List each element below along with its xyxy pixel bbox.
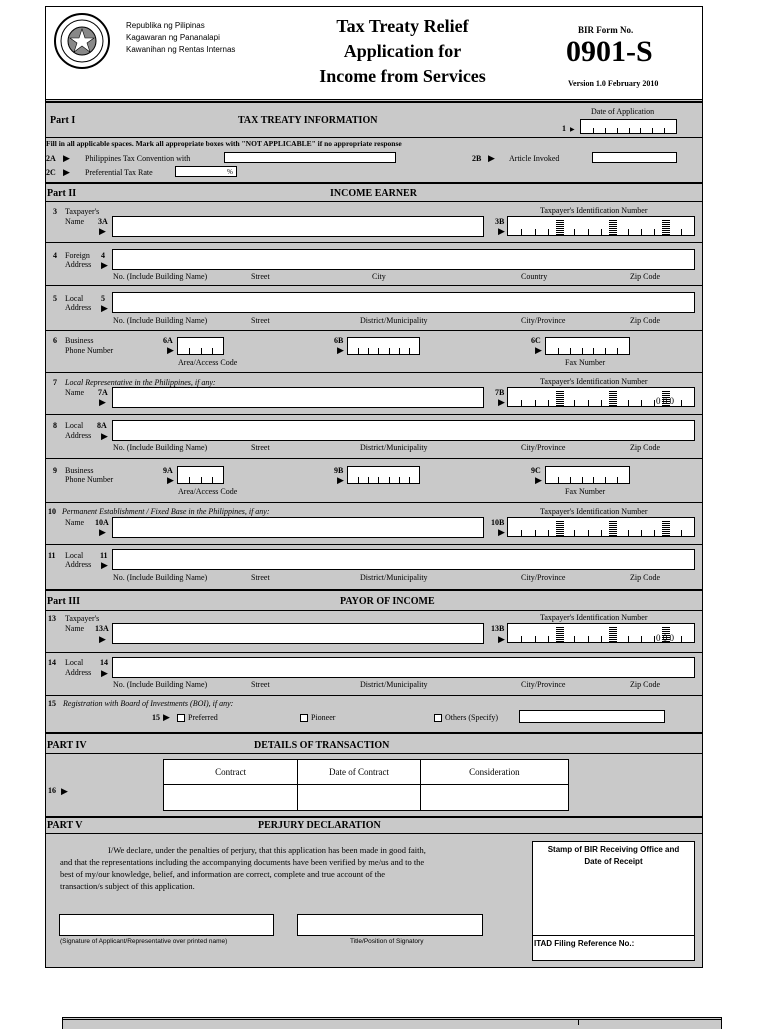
tin-digit-separator: [548, 229, 549, 235]
tin-digit-separator: [521, 400, 522, 406]
arrow-icon: ▶: [99, 397, 106, 407]
item-11-field-label: 11: [100, 551, 108, 560]
arrow-icon: ▶: [101, 668, 108, 678]
caption-district: District/Municipality: [360, 573, 428, 582]
item-3-label: 3: [53, 207, 57, 216]
signatory-title-input[interactable]: [297, 914, 483, 936]
part1-instruction: Fill in all applicable spaces. Mark all appropriate boxes with "NOT APPLICABLE" if no appropriate response: [46, 139, 402, 148]
tin-digit-separator: [609, 219, 617, 235]
others-label: Others (Specify): [445, 713, 499, 722]
item-16-label: 16: [48, 786, 56, 795]
tin-digit-separator: [588, 400, 589, 406]
digit-separator: [189, 477, 190, 483]
caption-no: No. (Include Building Name): [113, 443, 208, 452]
date-digit-separator: [629, 128, 630, 133]
earner-name-input[interactable]: [112, 216, 484, 237]
tin-digit-separator: [654, 636, 655, 642]
digit-separator: [212, 477, 213, 483]
local-label: Local: [65, 421, 84, 430]
permanent-establishment-label: Permanent Establishment / Fixed Base in the Philippines, if any:: [62, 507, 270, 516]
tin-digit-separator: [641, 400, 642, 406]
part2-label: Part II: [47, 188, 77, 199]
tin-digit-separator: [628, 530, 629, 536]
caption-no: No. (Include Building Name): [113, 573, 208, 582]
column-header-date-of-contract: Date of Contract: [298, 760, 420, 785]
item-4-field-label: 4: [101, 251, 105, 260]
form-no-label: BIR Form No.: [578, 25, 634, 35]
next-page-line: [62, 1019, 722, 1020]
arrow-icon: ▶: [498, 226, 505, 236]
arrow-icon: ▶: [535, 475, 542, 485]
itad-reference-label: ITAD Filing Reference No.:: [534, 939, 635, 948]
representative-area-code-input[interactable]: [177, 466, 224, 484]
item-6-label: 6: [53, 336, 57, 345]
arrow-icon: ▶: [163, 712, 170, 722]
taxpayers-label: Taxpayer's: [65, 207, 100, 216]
item-7b-label: 7B: [495, 388, 505, 397]
caption-street: Street: [251, 680, 270, 689]
caption-street: Street: [251, 316, 270, 325]
caption-area-code: Area/Access Code: [178, 358, 238, 367]
representative-name-input[interactable]: [112, 387, 484, 408]
others-specify-input[interactable]: [519, 710, 665, 723]
preferred-checkbox[interactable]: [177, 714, 185, 722]
arrow-icon: ▶: [63, 167, 70, 177]
arrow-icon: ▶: [337, 345, 344, 355]
address-label: Address: [65, 303, 92, 312]
item-10b-label: 10B: [491, 518, 505, 527]
arrow-icon: ▶: [498, 527, 505, 537]
tin-digit-separator: [548, 530, 549, 536]
digit-separator: [582, 348, 583, 354]
tin-digit-separator: [609, 520, 617, 536]
date-digit-separator: [593, 128, 594, 133]
caption-district: District/Municipality: [360, 316, 428, 325]
item-14-label: 14: [48, 658, 56, 667]
tin-digit-separator: [641, 636, 642, 642]
tin-digit-separator: [681, 530, 682, 536]
item-9a-label: 9A: [163, 466, 173, 475]
arrow-icon: ▶: [99, 634, 106, 644]
foreign-address-input[interactable]: [112, 249, 695, 270]
item-7a-label: 7A: [98, 388, 108, 397]
caption-fax: Fax Number: [565, 487, 606, 496]
tin-digit-separator: [641, 530, 642, 536]
tin-digit-separator: [535, 636, 536, 642]
tin-digit-separator: [548, 400, 549, 406]
tin-digit-separator: [521, 229, 522, 235]
digit-separator: [378, 477, 379, 483]
date-digit-separator: [605, 128, 606, 133]
boi-registration-label: Registration with Board of Investments (BOI), if any:: [63, 699, 234, 708]
arrow-icon: ▶: [498, 397, 505, 407]
pioneer-checkbox[interactable]: [300, 714, 308, 722]
item-15-label: 15: [48, 699, 56, 708]
title-line: Income from Services: [319, 66, 486, 86]
item-10a-label: 10A: [95, 518, 109, 527]
item-10-label: 10: [48, 507, 56, 516]
tin-digit-separator: [588, 636, 589, 642]
agency-block: [126, 20, 235, 56]
taxpayers-label: Taxpayer's: [65, 614, 100, 623]
item-5-field-label: 5: [101, 294, 105, 303]
digit-separator: [399, 348, 400, 354]
tin-digit-separator: [681, 400, 682, 406]
payor-name-input[interactable]: [112, 623, 484, 644]
article-invoked-input[interactable]: [592, 152, 677, 163]
earner-area-code-input[interactable]: [177, 337, 224, 355]
part4-title: DETAILS OF TRANSACTION: [254, 740, 390, 751]
stamp-label: [532, 844, 695, 868]
column-header-consideration: Consideration: [420, 760, 568, 785]
caption-street: Street: [251, 272, 270, 281]
tin-digit-separator: [681, 229, 682, 235]
tin-label: Taxpayer's Identification Number: [540, 613, 648, 622]
tin-digit-separator: [628, 400, 629, 406]
item-4-label: 4: [53, 251, 57, 260]
local-representative-label: Local Representative in the Philippines, if any:: [65, 378, 216, 387]
form-title: [290, 14, 515, 89]
caption-district: District/Municipality: [360, 680, 428, 689]
arrow-icon: ▶: [167, 475, 174, 485]
agency-line: Republika ng Pilipinas: [126, 21, 205, 30]
caption-no: No. (Include Building Name): [113, 680, 208, 689]
item-15-field-label: 15: [152, 713, 160, 722]
arrow-icon: ▶: [101, 303, 108, 313]
digit-separator: [617, 348, 618, 354]
tin-digit-separator: [556, 390, 564, 406]
digit-separator: [189, 348, 190, 354]
declaration-line: best of my/our knowledge, belief, and information are correct, complete and true account of the: [60, 869, 386, 879]
item-9b-label: 9B: [334, 466, 344, 475]
earner-fax-input[interactable]: [545, 337, 630, 355]
earner-phone-input[interactable]: [347, 337, 420, 355]
preferential-rate-label: Preferential Tax Rate: [85, 168, 153, 177]
digit-separator: [605, 348, 606, 354]
caption-city-province: City/Province: [521, 443, 566, 452]
declaration-line: transaction/s subject of this application.: [60, 881, 195, 891]
signatory-title-label: Title/Position of Signatory: [350, 938, 424, 945]
date-of-contract-cell[interactable]: [298, 785, 420, 811]
date-digit-separator: [652, 128, 653, 133]
business-label: Business: [65, 466, 94, 475]
caption-zip: Zip Code: [630, 443, 660, 452]
declaration-text: [60, 844, 481, 892]
representative-phone-input[interactable]: [347, 466, 420, 484]
tin-branch-code: 0 0 0: [656, 396, 674, 406]
title-line: Application for: [343, 41, 462, 61]
bir-seal-icon: [53, 12, 111, 70]
digit-separator: [368, 477, 369, 483]
caption-street: Street: [251, 573, 270, 582]
earner-local-address-input[interactable]: [112, 292, 695, 313]
part1-title: TAX TREATY INFORMATION: [238, 115, 378, 126]
phone-number-label: Phone Number: [65, 475, 114, 484]
title-line: Tax Treaty Relief: [336, 16, 469, 36]
tin-digit-separator: [641, 229, 642, 235]
name-label: Name: [65, 518, 85, 527]
tin-digit-separator: [588, 530, 589, 536]
item-8a-label: 8A: [97, 421, 107, 430]
caption-zip: Zip Code: [630, 272, 660, 281]
tin-branch-code: 0 0 0: [656, 633, 674, 643]
item-9-label: 9: [53, 466, 57, 475]
establishment-address-input[interactable]: [112, 549, 695, 570]
caption-country: Country: [521, 272, 548, 281]
contract-cell[interactable]: [164, 785, 298, 811]
others-checkbox[interactable]: [434, 714, 442, 722]
caption-zip: Zip Code: [630, 316, 660, 325]
arrow-icon: ▶: [488, 153, 495, 163]
item-1-label: 1: [562, 124, 566, 133]
caption-area-code: Area/Access Code: [178, 487, 238, 496]
item-11-label: 11: [48, 551, 56, 560]
date-digit-separator: [640, 128, 641, 133]
name-label: Name: [65, 624, 85, 633]
tin-digit-separator: [535, 229, 536, 235]
local-label: Local: [65, 658, 84, 667]
item-8-label: 8: [53, 421, 57, 430]
form-number: 0901-S: [566, 35, 653, 68]
tin-digit-separator: [654, 229, 655, 235]
tin-digit-separator: [574, 636, 575, 642]
part4-label: PART IV: [47, 740, 87, 751]
digit-separator: [582, 477, 583, 483]
digit-separator: [409, 477, 410, 483]
digit-separator: [570, 348, 571, 354]
date-of-application-field[interactable]: [580, 119, 677, 134]
date-digit-separator: [664, 128, 665, 133]
digit-separator: [570, 477, 571, 483]
establishment-name-input[interactable]: [112, 517, 484, 538]
tin-digit-separator: [556, 219, 564, 235]
tin-label: Taxpayer's Identification Number: [540, 507, 648, 516]
caption-city: City: [372, 272, 386, 281]
tin-digit-separator: [574, 229, 575, 235]
part3-title: PAYOR OF INCOME: [340, 596, 435, 607]
article-invoked-label: Article Invoked: [509, 154, 560, 163]
tin-digit-separator: [601, 530, 602, 536]
signature-input[interactable]: [59, 914, 274, 936]
digit-separator: [605, 477, 606, 483]
digit-separator: [593, 348, 594, 354]
digit-separator: [389, 348, 390, 354]
arrow-icon: ▶: [63, 153, 70, 163]
digit-separator: [558, 348, 559, 354]
caption-zip: Zip Code: [630, 573, 660, 582]
tin-digit-separator: [601, 229, 602, 235]
item-3a-label: 3A: [98, 217, 108, 226]
tin-digit-separator: [601, 636, 602, 642]
part1-label: Part I: [50, 115, 76, 126]
arrow-icon: ▶: [498, 634, 505, 644]
digit-separator: [409, 348, 410, 354]
date-of-application-label: Date of Application: [591, 107, 655, 116]
local-label: Local: [65, 551, 84, 560]
caption-city-province: City/Province: [521, 573, 566, 582]
address-label: Address: [65, 260, 92, 269]
tin-digit-separator: [654, 530, 655, 536]
item-13a-label: 13A: [95, 624, 109, 633]
establishment-tin-input[interactable]: [507, 517, 695, 537]
caption-district: District/Municipality: [360, 443, 428, 452]
name-label: Name: [65, 388, 85, 397]
arrow-icon: ▶: [535, 345, 542, 355]
payor-address-input[interactable]: [112, 657, 695, 678]
part2-title: INCOME EARNER: [330, 188, 417, 199]
caption-city-province: City/Province: [521, 316, 566, 325]
tax-convention-input[interactable]: [224, 152, 396, 163]
item-3b-label: 3B: [495, 217, 505, 226]
pioneer-label: Pioneer: [311, 713, 336, 722]
address-label: Address: [65, 431, 92, 440]
item-6a-label: 6A: [163, 336, 173, 345]
digit-separator: [389, 477, 390, 483]
tin-digit-separator: [535, 400, 536, 406]
consideration-cell[interactable]: [420, 785, 568, 811]
agency-line: Kagawaran ng Pananalapi: [126, 33, 220, 42]
tin-digit-separator: [681, 636, 682, 642]
arrow-icon: ▶: [99, 527, 106, 537]
digit-separator: [617, 477, 618, 483]
item-2a-label: 2A: [46, 154, 56, 163]
item-9c-label: 9C: [531, 466, 541, 475]
arrow-icon: ▶: [101, 560, 108, 570]
arrow-icon: ▶: [61, 786, 68, 796]
arrow-icon: ▶: [101, 431, 108, 441]
item-14-field-label: 14: [100, 658, 108, 667]
tin-digit-separator: [628, 636, 629, 642]
tax-convention-label: Philippines Tax Convention with: [85, 154, 191, 163]
arrow-icon: ▶: [337, 475, 344, 485]
business-label: Business: [65, 336, 94, 345]
phone-number-label: Phone Number: [65, 346, 114, 355]
caption-no: No. (Include Building Name): [113, 316, 208, 325]
digit-separator: [201, 348, 202, 354]
item-6c-label: 6C: [531, 336, 541, 345]
representative-address-input[interactable]: [112, 420, 695, 441]
tin-digit-separator: [628, 229, 629, 235]
foreign-label: Foreign: [65, 251, 90, 260]
tin-digit-separator: [662, 219, 670, 235]
signature-label: (Signature of Applicant/Representative over printed name): [60, 938, 228, 945]
part5-label: PART V: [47, 820, 83, 831]
next-page-divider: [578, 1019, 579, 1025]
tin-digit-separator: [521, 636, 522, 642]
caption-no: No. (Include Building Name): [113, 272, 208, 281]
arrow-icon: ▶: [167, 345, 174, 355]
address-label: Address: [65, 668, 92, 677]
date-digit-separator: [617, 128, 618, 133]
tin-digit-separator: [535, 530, 536, 536]
part5-title: PERJURY DECLARATION: [258, 820, 381, 831]
caption-fax: Fax Number: [565, 358, 606, 367]
digit-separator: [358, 348, 359, 354]
form-version: Version 1.0 February 2010: [568, 79, 659, 88]
digit-separator: [212, 348, 213, 354]
arrow-icon: ▶: [570, 127, 575, 133]
digit-separator: [399, 477, 400, 483]
tin-digit-separator: [601, 400, 602, 406]
address-label: Address: [65, 560, 92, 569]
agency-line: Kawanihan ng Rentas Internas: [126, 45, 236, 54]
digit-separator: [368, 348, 369, 354]
part3-label: Part III: [47, 596, 81, 607]
digit-separator: [201, 477, 202, 483]
caption-zip: Zip Code: [630, 680, 660, 689]
digit-separator: [593, 477, 594, 483]
item-13b-label: 13B: [491, 624, 505, 633]
item-13-label: 13: [48, 614, 56, 623]
representative-fax-input[interactable]: [545, 466, 630, 484]
arrow-icon: ▶: [101, 260, 108, 270]
item-7-label: 7: [53, 378, 57, 387]
earner-tin-input[interactable]: [507, 216, 695, 236]
transaction-table: [163, 759, 569, 811]
digit-separator: [358, 477, 359, 483]
preferred-label: Preferred: [188, 713, 218, 722]
caption-city-province: City/Province: [521, 680, 566, 689]
tin-digit-separator: [662, 520, 670, 536]
tin-digit-separator: [521, 530, 522, 536]
stamp-line: Date of Receipt: [584, 857, 643, 866]
column-header-contract: Contract: [164, 760, 298, 785]
tin-digit-separator: [556, 520, 564, 536]
digit-separator: [378, 348, 379, 354]
tin-digit-separator: [609, 390, 617, 406]
item-2b-label: 2B: [472, 154, 482, 163]
tin-digit-separator: [548, 636, 549, 642]
tin-digit-separator: [574, 400, 575, 406]
digit-separator: [558, 477, 559, 483]
tin-digit-separator: [609, 626, 617, 642]
declaration-line: and that the representations including the accompanying documents have been verified by me/us and to the: [60, 857, 425, 867]
name-label: Name: [65, 217, 85, 226]
item-2c-label: 2C: [46, 168, 56, 177]
tin-digit-separator: [574, 530, 575, 536]
caption-street: Street: [251, 443, 270, 452]
tin-digit-separator: [588, 229, 589, 235]
tin-digit-separator: [556, 626, 564, 642]
declaration-line: I/We declare, under the penalties of perjury, that this application has been made in good faith,: [108, 845, 426, 855]
arrow-icon: ▶: [99, 226, 106, 236]
tin-label: Taxpayer's Identification Number: [540, 206, 648, 215]
tin-label: Taxpayer's Identification Number: [540, 377, 648, 386]
stamp-line: Stamp of BIR Receiving Office and: [547, 845, 680, 854]
local-label: Local: [65, 294, 84, 303]
item-5-label: 5: [53, 294, 57, 303]
percent-sign: %: [227, 168, 233, 176]
tin-digit-separator: [654, 400, 655, 406]
item-6b-label: 6B: [334, 336, 344, 345]
